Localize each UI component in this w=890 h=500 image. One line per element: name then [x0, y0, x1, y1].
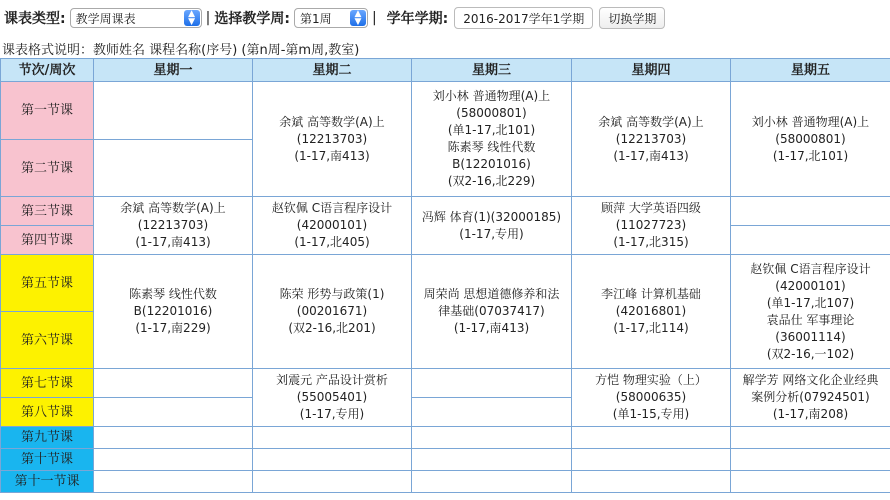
- course-cell[interactable]: 陈素琴 线性代数 B(12201016) (1-17,南229): [94, 255, 253, 369]
- table-row: [1, 369, 890, 398]
- period-label: 第十节课: [1, 449, 94, 471]
- corner-header: 节次/周次: [1, 59, 94, 82]
- table-row: [1, 255, 890, 312]
- empty-cell: [94, 140, 253, 197]
- empty-cell: [94, 369, 253, 398]
- empty-cell: [412, 427, 572, 449]
- period-label: 第三节课: [1, 197, 94, 226]
- course-cell[interactable]: 余斌 高等数学(A)上 (12213703) (1-17,南413): [253, 82, 412, 197]
- period-label: 第四节课: [1, 226, 94, 255]
- switch-term-button[interactable]: 切换学期: [599, 7, 665, 29]
- separator: |: [205, 10, 211, 26]
- empty-cell: [412, 449, 572, 471]
- course-cell[interactable]: 顾萍 大学英语四级 (11027723) (1-17,北315): [572, 197, 731, 255]
- course-cell[interactable]: 赵钦佩 C语言程序设计 (42000101) (单1-17,北107) 袁品仕 军事理论 (36001114) (双2-16,一102): [731, 255, 890, 369]
- course-cell[interactable]: 陈荣 形势与政策(1) (00201671) (双2-16,北201): [253, 255, 412, 369]
- empty-cell: [731, 449, 890, 471]
- empty-cell: [253, 449, 412, 471]
- period-label: 第六节课: [1, 312, 94, 369]
- empty-cell: [731, 226, 890, 255]
- table-row: [1, 471, 890, 493]
- empty-cell: [253, 471, 412, 493]
- period-label: 第七节课: [1, 369, 94, 398]
- course-cell[interactable]: 李江峰 计算机基础 (42016801) (1-17,北114): [572, 255, 731, 369]
- period-label: 第九节课: [1, 427, 94, 449]
- course-cell[interactable]: 刘小林 普通物理(A)上 (58000801) (1-17,北101): [731, 82, 890, 197]
- course-cell[interactable]: 刘震元 产品设计赏析 (55005401) (1-17,专用): [253, 369, 412, 427]
- day-header: 星期一: [94, 59, 253, 82]
- empty-cell: [572, 449, 731, 471]
- table-row: [1, 427, 890, 449]
- day-header: 星期五: [731, 59, 890, 82]
- empty-cell: [94, 398, 253, 427]
- schedule-type-select[interactable]: [70, 8, 202, 28]
- period-label: 第八节课: [1, 398, 94, 427]
- course-cell[interactable]: 余斌 高等数学(A)上 (12213703) (1-17,南413): [94, 197, 253, 255]
- empty-cell: [253, 427, 412, 449]
- empty-cell: [412, 471, 572, 493]
- table-header-row: [1, 59, 890, 82]
- empty-cell: [572, 471, 731, 493]
- separator: |: [371, 10, 377, 26]
- period-label: 第一节课: [1, 82, 94, 140]
- empty-cell: [731, 471, 890, 493]
- day-header: 星期二: [253, 59, 412, 82]
- select-arrows-icon: ▲ ▼: [350, 10, 366, 26]
- period-label: 第五节课: [1, 255, 94, 312]
- empty-cell: [572, 427, 731, 449]
- empty-cell: [94, 82, 253, 140]
- day-header: 星期三: [412, 59, 572, 82]
- schedule-table: [0, 58, 890, 493]
- day-header: 星期四: [572, 59, 731, 82]
- course-cell[interactable]: 方恺 物理实验（上） (58000635) (单1-15,专用): [572, 369, 731, 427]
- empty-cell: [412, 398, 572, 427]
- course-cell[interactable]: 刘小林 普通物理(A)上 (58000801) (单1-17,北101) 陈素琴 线性代数 B(12201016) (双2-16,北229): [412, 82, 572, 197]
- course-cell[interactable]: 赵钦佩 C语言程序设计 (42000101) (1-17,北405): [253, 197, 412, 255]
- course-cell[interactable]: 冯辉 体育(1)(32000185) (1-17,专用): [412, 197, 572, 255]
- term-label: 学年学期:: [386, 11, 449, 27]
- toolbar: [0, 0, 890, 36]
- period-label: 第十一节课: [1, 471, 94, 493]
- empty-cell: [94, 427, 253, 449]
- table-row: [1, 449, 890, 471]
- week-label: 选择教学周:: [214, 11, 290, 27]
- week-value: 第1周: [299, 12, 332, 26]
- empty-cell: [731, 197, 890, 226]
- format-note: 课表格式说明：教师姓名 课程名称(序号) (第n周-第m周,教室): [2, 43, 360, 58]
- course-cell[interactable]: 余斌 高等数学(A)上 (12213703) (1-17,南413): [572, 82, 731, 197]
- schedule-type-value: 教学周课表: [75, 12, 136, 26]
- course-cell[interactable]: 解学芳 网络文化企业经典 案例分析(07924501) (1-17,南208): [731, 369, 890, 427]
- empty-cell: [94, 449, 253, 471]
- select-arrows-icon: ▲ ▼: [184, 10, 200, 26]
- period-label: 第二节课: [1, 140, 94, 197]
- week-select[interactable]: [294, 8, 368, 28]
- course-cell[interactable]: 周荣尚 思想道德修养和法 律基础(07037417) (1-17,南413): [412, 255, 572, 369]
- term-display: 2016-2017学年1学期: [454, 7, 593, 29]
- schedule-type-label: 课表类型:: [4, 11, 66, 27]
- empty-cell: [731, 427, 890, 449]
- empty-cell: [94, 471, 253, 493]
- table-row: [1, 82, 890, 140]
- empty-cell: [412, 369, 572, 398]
- table-row: [1, 197, 890, 226]
